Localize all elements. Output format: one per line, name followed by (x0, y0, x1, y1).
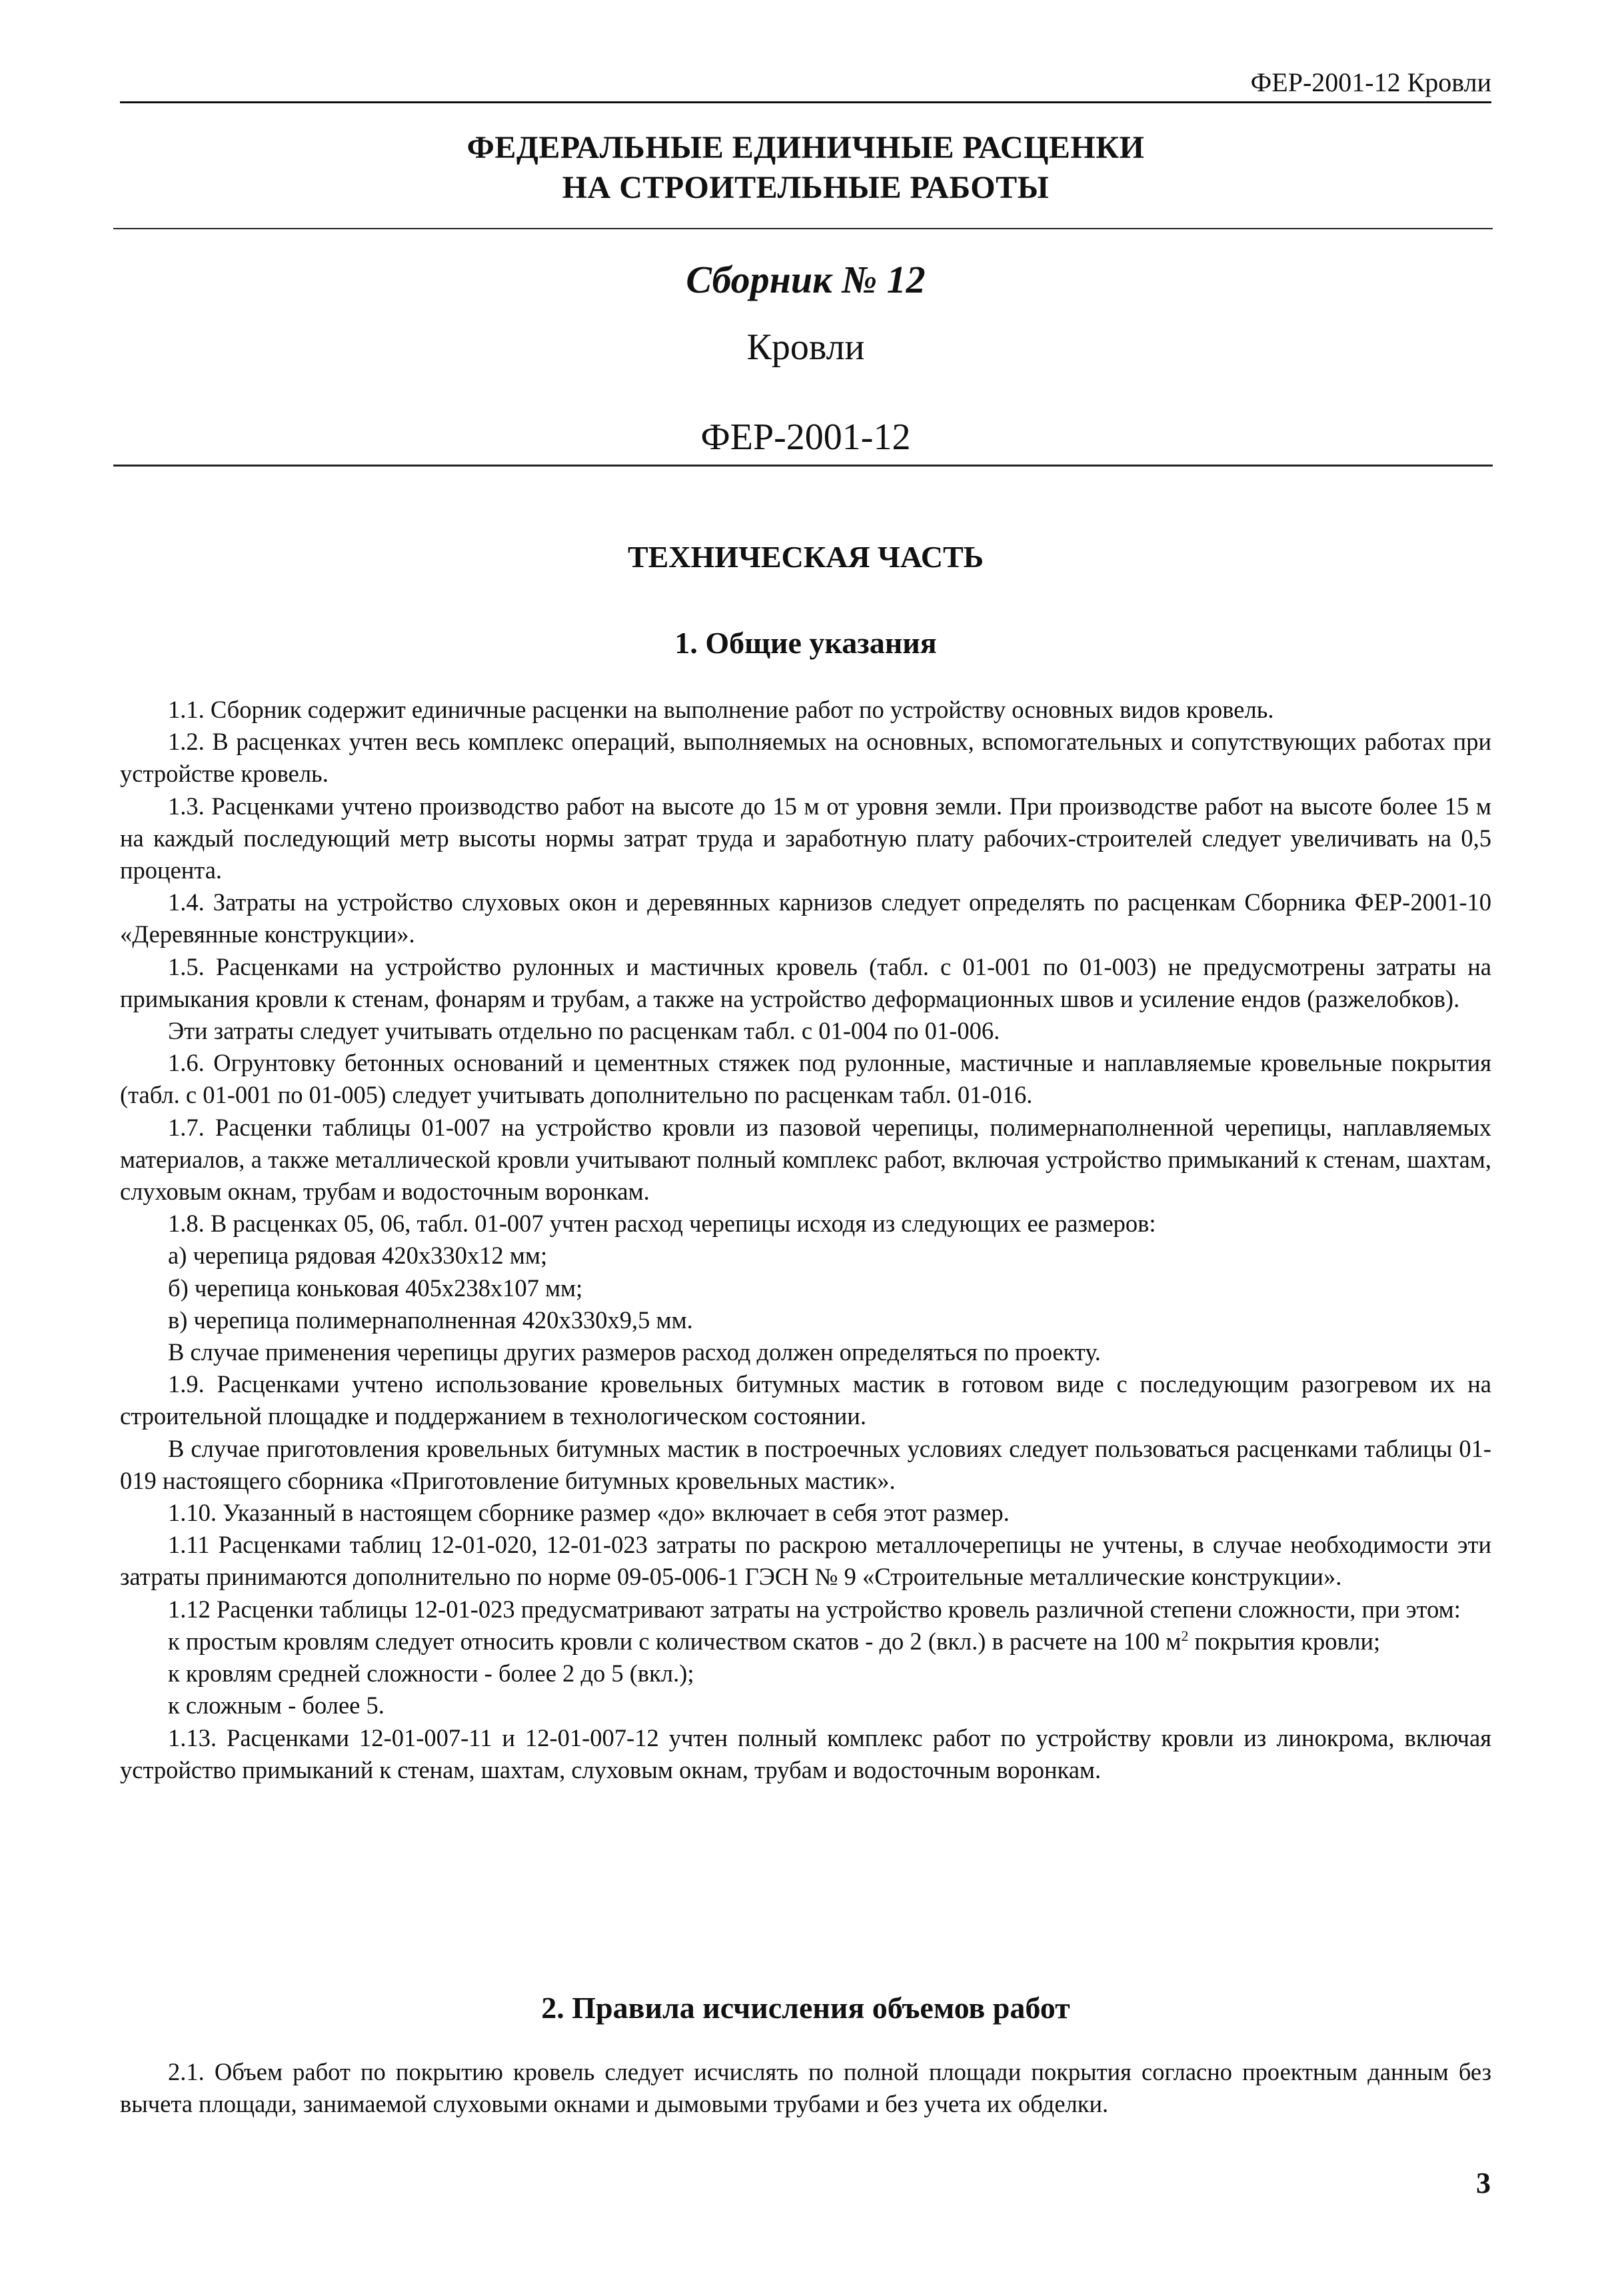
paragraph: 1.11 Расценками таблиц 12-01-020, 12-01-023 затраты по раскрою металлочерепицы не учтены, в случае необходимости эти затраты принимаются дополнительно по норме 09-05-006-1 ГЭСН № 9 «Строительные металлические конструкции». (120, 1531, 1491, 1591)
list-item: б) черепица коньковая 405х238х107 мм; (168, 1274, 583, 1302)
paragraph: 1.10. Указанный в настоящем сборнике размер «до» включает в себя этот размер. (168, 1499, 1010, 1527)
list-item: в) черепица полимернаполненная 420х330х9,5 мм. (168, 1306, 693, 1334)
technical-part-title: ТЕХНИЧЕСКАЯ ЧАСТЬ (627, 540, 984, 574)
paragraph: 1.12 Расценки таблицы 12-01-023 предусматривают затраты на устройство кровель различной степени сложности, при этом: (168, 1595, 1461, 1623)
paragraph: 2.1. Объем работ по покрытию кровель следует исчислять по полной площади покрытия согласно проектным данным без вычета площади, занимаемой слуховыми окнами и дымовыми трубами и без учета их обделки. (120, 2058, 1491, 2118)
section-1-body (120, 694, 1491, 1786)
paragraph: 1.2. В расценках учтен весь комплекс операций, выполняемых на основных, вспомогательных и сопутствующих работах при устройстве кровель. (120, 728, 1491, 788)
list-item: а) черепица рядовая 420х330х12 мм; (168, 1242, 548, 1270)
paragraph: В случае применения черепицы других размеров расход должен определяться по проекту. (168, 1338, 1101, 1366)
paragraph: к кровлям средней сложности - более 2 до 5 (вкл.); (168, 1660, 694, 1688)
paragraph: 1.1. Сборник содержит единичные расценки на выполнение работ по устройству основных видов кровель. (168, 696, 1274, 723)
header-rule (120, 101, 1491, 103)
paragraph: 1.6. Огрунтовку бетонных оснований и цементных стяжек под рулонные, мастичные и наплавляемые кровельные покрытия (табл. с 01-001 по 01-005) следует учитывать дополнительно по расценкам табл. 01-016. (120, 1049, 1491, 1109)
paragraph: 1.8. В расценках 05, 06, табл. 01-007 учтен расход черепицы исходя из следующих ее размеров: (168, 1210, 1156, 1238)
squared-superscript: 2 (1181, 1627, 1189, 1644)
title-line-1: ФЕДЕРАЛЬНЫЕ ЕДИНИЧНЫЕ РАСЦЕНКИ (466, 130, 1145, 165)
page-number: 3 (1476, 2167, 1491, 2199)
paragraph: 1.3. Расценками учтено производство работ на высоте до 15 м от уровня земли. При производстве работ на высоте более 15 м на каждый последующий метр высоты нормы затрат труда и заработную плату рабочих-строителей следует увеличивать на 0,5 процента. (120, 792, 1491, 884)
document-title (120, 128, 1491, 208)
title-line-2: НА СТРОИТЕЛЬНЫЕ РАБОТЫ (562, 170, 1050, 205)
section-1-title: 1. Общие указания (674, 626, 937, 660)
collection-code: ФЕР-2001-12 (700, 417, 911, 458)
paragraph: 1.7. Расценки таблицы 01-007 на устройство кровли из пазовой черепицы, полимернаполненной черепицы, наплавляемых материалов, а также металлической кровли учитывают полный комплекс работ, включая устройство примыканий к стенам, шахтам, слуховым окнам, трубам и водосточным воронкам. (120, 1113, 1491, 1206)
title-rule (113, 228, 1493, 229)
paragraph: В случае приготовления кровельных битумных мастик в построечных условиях следует пользоваться расценками таблицы 01-019 настоящего сборника «Приготовление битумных кровельных мастик». (120, 1434, 1491, 1494)
paragraph: 1.5. Расценками на устройство рулонных и мастичных кровель (табл. с 01-001 по 01-003) не предусмотрены затраты на примыкания кровли к стенам, фонарям и трубам, а также на устройство деформационных швов и усиление ендов (разжелобков). (120, 952, 1491, 1012)
collection-subtitle: Кровли (746, 327, 865, 368)
section-2-title: 2. Правила исчисления объемов работ (541, 1991, 1070, 2025)
section-2-body (120, 2056, 1491, 2120)
running-head: ФЕР-2001-12 Кровли (1250, 67, 1491, 97)
collection-title: Сборник № 12 (686, 258, 926, 301)
paragraph: 1.4. Затраты на устройство слуховых окон и деревянных карнизов следует определять по расценкам Сборника ФЕР-2001-10 «Деревянные конструкции». (120, 888, 1491, 948)
paragraph: Эти затраты следует учитывать отдельно по расценкам табл. с 01-004 по 01-006. (168, 1017, 1000, 1045)
paragraph: к сложным - более 5. (168, 1692, 385, 1719)
paragraph: 1.13. Расценками 12-01-007-11 и 12-01-007-12 учтен полный комплекс работ по устройству кровли из линокрома, включая устройство примыканий к стенам, шахтам, слуховым окнам, трубам и водосточным воронкам. (120, 1723, 1491, 1783)
simple-roofs-text-end: покрытия кровли; (1188, 1627, 1381, 1655)
paragraph-simple-roofs (120, 1626, 1491, 1658)
collection-rule (113, 465, 1493, 467)
paragraph: 1.9. Расценками учтено использование кровельных битумных мастик в готовом виде с последующим разогревом их на строительной площадке и поддержанием в технологическом состоянии. (120, 1370, 1491, 1430)
simple-roofs-text: к простым кровлям следует относить кровли с количеством скатов - до 2 (вкл.) в расчете на 100 м (168, 1627, 1182, 1655)
